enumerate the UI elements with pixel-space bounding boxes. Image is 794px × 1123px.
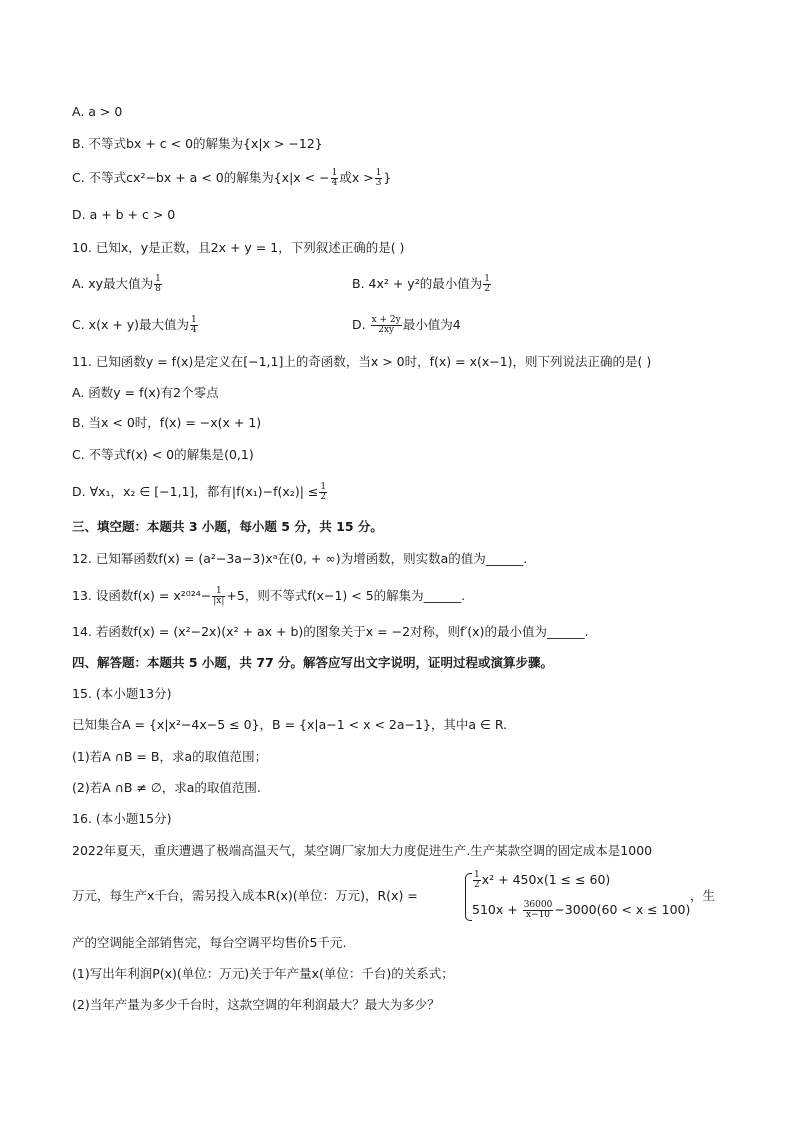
- fraction: $\frac{1}{4}$: [331, 168, 338, 188]
- q16-line2: 万元，每生产x千台，需另投入成本R(x)(单位：万元)，R(x) =: [72, 888, 418, 903]
- q15-stem: 已知集合A = {x|x²−4x−5 ≤ 0}，B = {x|a−1 < x < 2a−1}，其中a ∈ R.: [72, 717, 508, 732]
- section-heading-fill-in: 三、填空题：本题共 3 小题，每小题 5 分，共 15 分。: [72, 519, 383, 534]
- fraction: $\frac{1}{4}$: [191, 315, 197, 335]
- q12-text: 12. 已知幂函数f(x) = (a²−3a−3)xᵃ在(0, + ∞)为增函数，则实数a的值为______.: [72, 551, 528, 566]
- piecewise-brace: [465, 873, 472, 921]
- q10-option-b: B. 4x² + y²的最小值为 $\frac{1}{2}$: [352, 274, 490, 294]
- fraction: $\frac{1}{8}$: [155, 274, 161, 294]
- q16-line1: 2022年夏天，重庆遭遇了极端高温天气，某空调厂家加大力度促进生产.生产某款空调的固定成本是1000: [72, 843, 653, 858]
- piecewise-case-1: $\frac{1}{2}$ x² + 450x(1 ≤ ≤ 60): [474, 870, 611, 890]
- q14-text: 14. 若函数f(x) = (x²−2x)(x² + ax + b)的图象关于x = −2对称，则f′(x)的最小值为______.: [72, 624, 589, 639]
- q10-option-a: A. xy最大值为 $\frac{1}{8}$: [72, 274, 161, 294]
- piecewise-case-2: 510x + $\frac{36000}{x-10}$ −3000(60 < x ≤ 100): [472, 900, 691, 920]
- q16-heading: 16. (本小题15分): [72, 811, 172, 826]
- fraction: $\frac{x + 2y}{2xy}$: [371, 315, 401, 335]
- q13-text: 13. 设函数f(x) = x²⁰²⁴− $\frac{1}{|x|}$ +5，则不等式f(x−1) < 5的解集为______.: [72, 586, 466, 606]
- q11-option-c: C. 不等式f(x) < 0的解集是(0,1): [72, 447, 254, 462]
- q11-option-b: B. 当x < 0时，f(x) = −x(x + 1): [72, 415, 262, 430]
- q9-option-d: D. a + b + c > 0: [72, 207, 176, 222]
- section-heading-solutions: 四、解答题：本题共 5 小题，共 77 分。解答应写出文字说明，证明过程或演算步骤。: [72, 655, 554, 670]
- fraction: $\frac{36000}{x-10}$: [523, 900, 553, 920]
- fraction: $\frac{1}{2}$: [484, 274, 490, 294]
- fraction: $\frac{1}{3}$: [375, 168, 382, 188]
- q16-line3: 产的空调能全部销售完，每台空调平均售价5千元.: [72, 935, 347, 950]
- q10-option-d: D. $\frac{x + 2y}{2xy}$ 最小值为4: [352, 315, 461, 335]
- q11-stem: 11. 已知函数y = f(x)是定义在[−1,1]上的奇函数，当x > 0时，f(x) = x(x−1)，则下列说法正确的是( ): [72, 354, 652, 369]
- q9-option-c: C. 不等式cx²−bx + a < 0的解集为{x|x < − $\frac{1}{4}$ 或x > $\frac{1}{3}$ }: [72, 168, 392, 188]
- q9-option-a: A. a > 0: [72, 104, 123, 119]
- q10-stem: 10. 已知x，y是正数，且2x + y = 1，下列叙述正确的是( ): [72, 240, 405, 255]
- q9-option-b: B. 不等式bx + c < 0的解集为{x|x > −12}: [72, 136, 323, 151]
- fraction: $\frac{1}{2}$: [474, 870, 480, 890]
- q11-option-a: A. 函数y = f(x)有2个零点: [72, 385, 219, 400]
- q16-part1: (1)写出年利润P(x)(单位：万元)关于年产量x(单位：千台)的关系式；: [72, 966, 454, 981]
- q16-part2: (2)当年产量为多少千台时，这款空调的年利润最大？最大为多少？: [72, 997, 440, 1012]
- fraction: $\frac{1}{|x|}$: [213, 586, 225, 606]
- q16-line2-end: ，生: [690, 888, 716, 903]
- q15-part2: (2)若A ∩B ≠ ∅，求a的取值范围.: [72, 780, 261, 795]
- q15-part1: (1)若A ∩B = B，求a的取值范围；: [72, 749, 268, 764]
- q11-option-d: D. ∀x₁，x₂ ∈ [−1,1]，都有|f(x₁)−f(x₂)| ≤ $\frac{1}{2}$: [72, 482, 327, 502]
- q10-option-c: C. x(x + y)最大值为 $\frac{1}{4}$: [72, 315, 197, 335]
- q15-heading: 15. (本小题13分): [72, 686, 172, 701]
- fraction: $\frac{1}{2}$: [320, 482, 327, 502]
